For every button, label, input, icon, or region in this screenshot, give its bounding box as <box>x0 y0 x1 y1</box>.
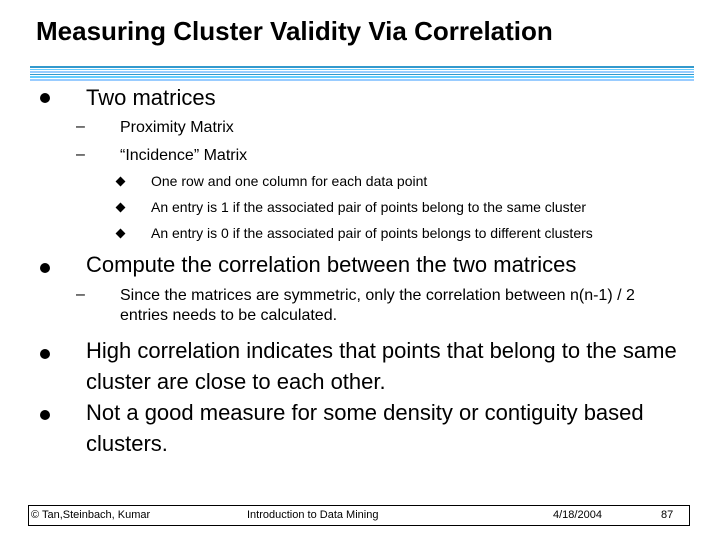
item-entry-one: An entry is 1 if the associated pair of points belong to the same cluster <box>151 199 587 215</box>
stripe-line <box>30 71 694 73</box>
stripe-line <box>30 76 694 78</box>
dash-icon: – <box>76 286 85 303</box>
bullet-dot-icon <box>40 263 50 273</box>
sub-proximity-matrix: Proximity Matrix <box>120 119 234 136</box>
bullet-compute-correlation: Compute the correlation between the two matrices <box>86 252 577 277</box>
dash-icon: – <box>76 146 85 163</box>
bullet-high-correlation: High correlation indicates that points that belong to the same cluster are close to each other. <box>86 338 677 394</box>
bullet-dot-icon <box>40 410 50 420</box>
stripe-line <box>30 74 694 76</box>
bullet-dot-icon <box>40 93 50 103</box>
bullet-two-matrices: Two matrices <box>86 85 216 110</box>
slide-footer <box>28 505 690 526</box>
diamond-bullet-icon <box>116 229 126 239</box>
bullet-dot-icon <box>40 349 50 359</box>
bullet-not-good-measure: Not a good measure for some density or contiguity based clusters. <box>86 400 644 456</box>
stripe-line <box>30 66 694 68</box>
diamond-bullet-icon <box>116 177 126 187</box>
stripe-line <box>30 79 694 81</box>
footer-author: © Tan,Steinbach, Kumar <box>31 509 151 521</box>
sub-symmetric-note: Since the matrices are symmetric, only the correlation between n(n-1) / 2 entries needs to be calculated. <box>120 287 635 324</box>
item-entry-zero: An entry is 0 if the associated pair of points belongs to different clusters <box>151 225 593 241</box>
slide-title: Measuring Cluster Validity Via Correlation <box>36 16 553 46</box>
sub-incidence-matrix: “Incidence” Matrix <box>120 147 248 164</box>
item-row-column: One row and one column for each data point <box>151 173 428 189</box>
footer-date: 4/18/2004 <box>553 509 602 521</box>
dash-icon: – <box>76 118 85 135</box>
stripe-line <box>30 69 694 71</box>
diamond-bullet-icon <box>116 203 126 213</box>
footer-course: Introduction to Data Mining <box>247 509 379 521</box>
footer-page-number: 87 <box>661 509 674 521</box>
title-stripes <box>30 66 694 82</box>
